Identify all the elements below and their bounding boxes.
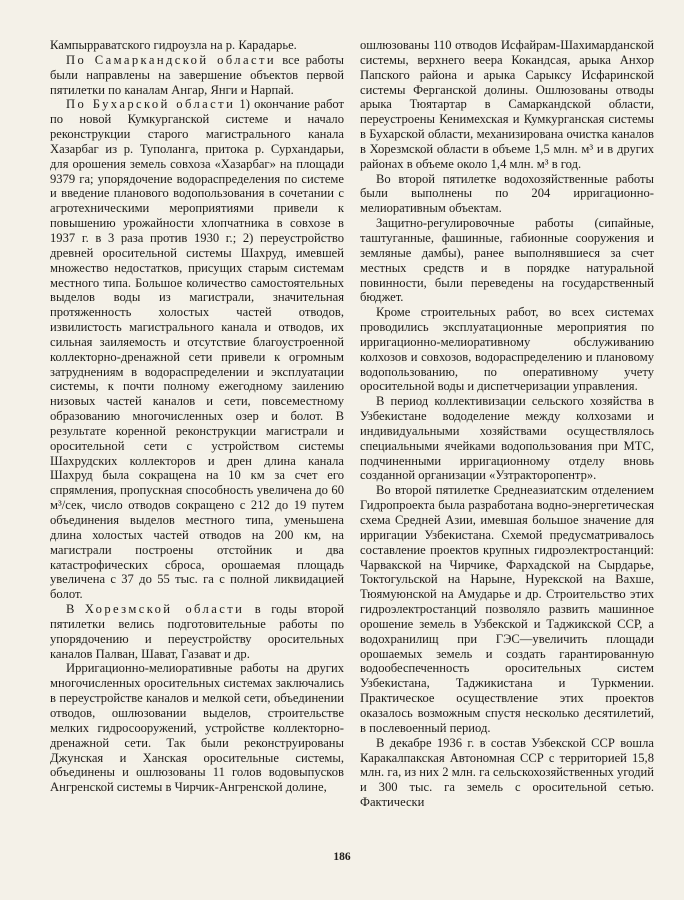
paragraph-text: Во второй пятилетке водохозяйственные работы были выполнены по 204 ирригационно-мелиоративным объектам. — [360, 171, 654, 216]
region-heading: Хорезмской области — [84, 602, 245, 617]
paragraph-text: Во второй пятилетке Среднеазиатским отделением Гидропроекта была разработана водно-энергетическая схема Средней Азии, имевшая большое значение для ирригации Узбекистана. Схемой предусматривалось составление проектов крупных гидроэлектростанций: Чарвакской на Чирчике, Фархадской на Сырдарье, Токтогульской на Нарыне, Нурекской на Вахше, Тюямуюнской на Амударье и др. Строительство этих гидроэлектростанций позволяло развить машинное орошение земель в Узбекской и Таджикской ССР, а водохранилищ при ГЭС—увеличить площади орошаемых земель и создать гарантированную водообеспеченность оросительных систем Узбекистана, Таджикистана и Туркмении. Практическое осуществление этих проектов оказалось возможным спустя несколько десятилетий, в послевоенный период. — [360, 483, 654, 735]
region-heading: По Бухарской области — [66, 97, 236, 112]
paragraph-text: все работы были направлены на завершение объектов первой пятилетки по каналам Ангар, Янги и Нарпай. — [50, 52, 344, 97]
paragraph — [50, 97, 344, 602]
paragraph — [360, 305, 654, 394]
paragraph — [360, 736, 654, 810]
paragraph — [50, 38, 344, 53]
left-column — [50, 38, 344, 810]
paragraph — [360, 483, 654, 735]
paragraph — [360, 38, 654, 172]
text-columns — [50, 38, 654, 810]
region-heading: По Самаркандской области — [66, 52, 277, 67]
paragraph-text: ошлюзованы 110 отводов Исфайрам-Шахимарданской системы, верхнего веера Кокандсая, арыка Анхор Папского района и арыка Сарыксу Исфаринской системы Ферганской долины. Ошлюзованы отводы арыка Тюятартар в Самаркандской области, переустроены Кенимехская и Кумкурганская системы в Бухарской области, механизирована очистка каналов в Хорезмской области в объеме 1,5 млн. м³ и в других районах в объеме около 1,4 млн. м³ в год. — [360, 38, 654, 171]
paragraph-text: Ирригационно-мелиоративные работы на других многочисленных оросительных системах заключались в переустройстве каналов и мелкой сети, объединении отводов, ошлюзовании выделов, строительстве мелких гидросооружений, устройстве коллекторно-дренажной сети. Так были реконструированы Джунская и Ханская оросительные системы, объединены и ошлюзованы 11 голов водовыпусков Ангренской системы в Чирчик-Ангренской долине, — [50, 661, 344, 795]
paragraph-text: Кроме строительных работ, во всех системах проводились эксплуатационные мероприятия по ирригационно-мелиоративному обслуживанию колхозов и совхозов, водораспределению и плановому водопользованию, по оперативному учету оросительной воды и диспетчеризации управления. — [360, 305, 654, 394]
paragraph-text: В период коллективизации сельского хозяйства в Узбекистане вододеление между колхозами и индивидуальными хозяйствами осуществлялось специальными ячейками водопользования при МТС, подчиненными ирригационному отделу вновь созданной организации «Узтракторопентр». — [360, 394, 654, 483]
paragraph — [360, 394, 654, 483]
page-number: 186 — [333, 851, 351, 863]
paragraph-text: В — [66, 602, 85, 617]
paragraph-text: в годы второй пятилетки велись подготовительные работы по упорядочению и переустройству оросительных каналов Палван, Шават, Газават и др. — [50, 602, 344, 661]
paragraph — [50, 53, 344, 98]
paragraph — [360, 172, 654, 217]
paragraph — [50, 661, 344, 795]
right-column — [360, 38, 654, 810]
paragraph-text: 1) окончание работ по новой Кумкурганской системе и начало реконструкции старого магистрального канала Хазарбаг из р. Туполанга, притока р. Сурхандарьи, для орошения земель совхоза «Хазарбаг» на площади 9379 га; упорядочение водораспределения по системе и введение планового водопользования в сочетании с агротехническими мероприятиями привели к повышению урожайности хлопчатника в совхозе в 1937 г. в 3 раза против 1930 г.; 2) переустройство древней оросительной системы Шахруд, имевшей множество недостатков, присущих старым системам местного типа. Большое количество самостоятельных выделов воды из магистрали, значительная протяженность холостых частей отводов, извилистость магистрального канала и отводов, их сильная заиляемость и отсутствие благоустроенной коллекторно-дренажной сети привели к огромным затруднениям в водораспределении и эксплуатации системы, к почти полному ежегодному заилению низовых частей каналов и сети, повсеместному образованию многочисленных озер и болот. В результате коренной реконструкции магистрали и оросительной сети с устройством системы Шахрудских коллекторов и дрен длина канала Шахруд была сокращена на 10 км за счет его спрямления, пропускная способность увеличена до 60 м³/сек, число отводов сокращено с 212 до 19 путем объединения выделов местного типа, уменьшена длина холостых частей отводов на 200 км, на магистрали построены отстойник и два катастрофических сброса, орошаемая площадь увеличена с 37 до 55 тыс. га с полной ликвидацией болот. — [50, 97, 345, 602]
paragraph-text: Защитно-регулировочные работы (сипайные, таштуганные, фашинные, габионные сооружения и земляные дамбы), ранее выполнявшиеся за счет местных средств и в порядке натуральной повинности, были переведены на государственный бюджет. — [360, 216, 654, 305]
paragraph — [360, 216, 654, 305]
paragraph-text: Кампырраватского гидроузла на р. Карадарье. — [50, 38, 297, 52]
paragraph-text: В декабре 1936 г. в состав Узбекской ССР вошла Каракалпакская Автономная ССР с территорией 15,8 млн. га, из них 2 млн. га сельскохозяйственных угодий и 300 тыс. га земель с оросительной сетью. Фактически — [360, 735, 654, 810]
paragraph — [50, 602, 344, 661]
